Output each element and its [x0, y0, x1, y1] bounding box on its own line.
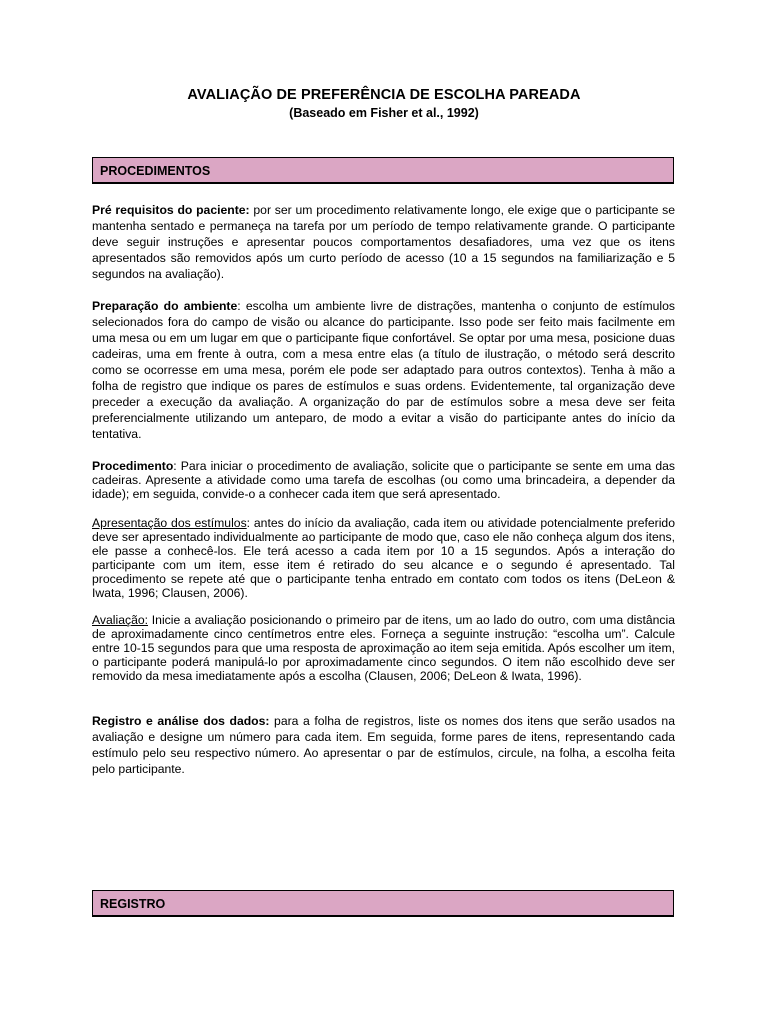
paragraph-pre-requisitos — [92, 202, 675, 282]
paragraph-label: Apresentação dos estímulos — [92, 516, 247, 530]
paragraph-label: Preparação do ambiente — [92, 299, 238, 313]
paragraph-registro — [92, 713, 675, 777]
paragraph-label: Avaliação: — [92, 613, 149, 627]
section-header-label: REGISTRO — [100, 897, 166, 911]
paragraph-text: por ser um procedimento relativamente longo, ele exige que o participante se mantenha sentado e permaneça na tarefa por um período de tempo relativamente grande. O participante deve seguir instruções e apresentar poucos comportamentos desafiadores, uma vez que os itens apresentados são removidos após um curto período de acesso (10 a 15 segundos na familiarização e 5 segundos na avaliação). — [92, 203, 676, 281]
paragraph-preparacao — [92, 298, 675, 442]
section-header-label: PROCEDIMENTOS — [100, 164, 211, 178]
paragraph-avaliacao — [92, 613, 675, 683]
paragraph-text: Inicie a avaliação posicionando o primeiro par de itens, um ao lado do outro, com uma distância de aproximadamente cinco centímetros entre eles. Forneça a seguinte instrução: “escolha um”. Calcule entre 10-15 segundos para que uma resposta de aproximação ao item seja emitida. Após escolher um item, o participante poderá manipulá-lo por aproximadamente cinco segundos. O item não escolhido deve ser removido da mesa imediatamente após a escolha (Clausen, 2006; DeLeon & Iwata, 1996). — [92, 613, 675, 683]
paragraph-apresentacao — [92, 516, 675, 600]
paragraph-text: : Para iniciar o procedimento de avaliação, solicite que o participante se sente em uma das cadeiras. Apresente a atividade como uma tarefa de escolhas (ou como uma brincadeira, a depender da idade); em seguida, convide-o a conhecer cada item que será apresentado. — [92, 459, 675, 501]
paragraph-procedimento — [92, 459, 675, 501]
paragraph-text: : escolha um ambiente livre de distrações, mantenha o conjunto de estímulos selecionados fora do campo de visão ou alcance do participante. Isso pode ser feito mais facilmente em uma mesa ou em um lugar em que o participante fique confortável. Se optar por uma mesa, posicione duas cadeiras, uma em frente à outra, com a mesa entre elas (a título de ilustração, o método será descrito como se ocorresse em uma mesa, porém ele pode ser adaptado para outros contextos). Tenha à mão a folha de registro que indique os pares de estímulos e suas ordens. Evidentemente, tal organização deve preceder a execução da avaliação. A organização do par de estímulos sobre a mesa deve ser feita preferencialmente utilizando um anteparo, de modo a evitar a visão do participante antes do início da tentativa. — [92, 299, 675, 441]
section-header-procedimentos — [92, 157, 674, 184]
document-subtitle: (Baseado em Fisher et al., 1992) — [289, 106, 479, 120]
paragraph-text: para a folha de registros, liste os nomes dos itens que serão usados na avaliação e designe um número para cada item. Em seguida, forme pares de itens, representando cada estímulo pelo seu respectivo número. Ao apresentar o par de estímulos, circule, na folha, a escolha feita pelo participante. — [92, 714, 675, 776]
paragraph-label: Registro e análise dos dados: — [92, 714, 270, 728]
paragraph-text: : antes do início da avaliação, cada item ou atividade potencialmente preferido deve ser apresentado individualmente ao participante de modo que, caso ele não conheça algum dos itens, ele passe a conhecê-los. Ele terá acesso a cada item por 10 a 15 segundos. Após a interação do participante com um item, esse item é retirado do seu alcance e o segundo é apresentado. Tal procedimento se repete até que o participante tenha entrado em contato com todos os itens (DeLeon & Iwata, 1996; Clausen, 2006). — [92, 516, 675, 600]
paragraph-label: Pré requisitos do paciente: — [92, 203, 250, 217]
paragraph-label: Procedimento — [92, 459, 174, 473]
section-header-registro — [92, 890, 674, 917]
document-title: AVALIAÇÃO DE PREFERÊNCIA DE ESCOLHA PAREADA — [187, 87, 581, 103]
